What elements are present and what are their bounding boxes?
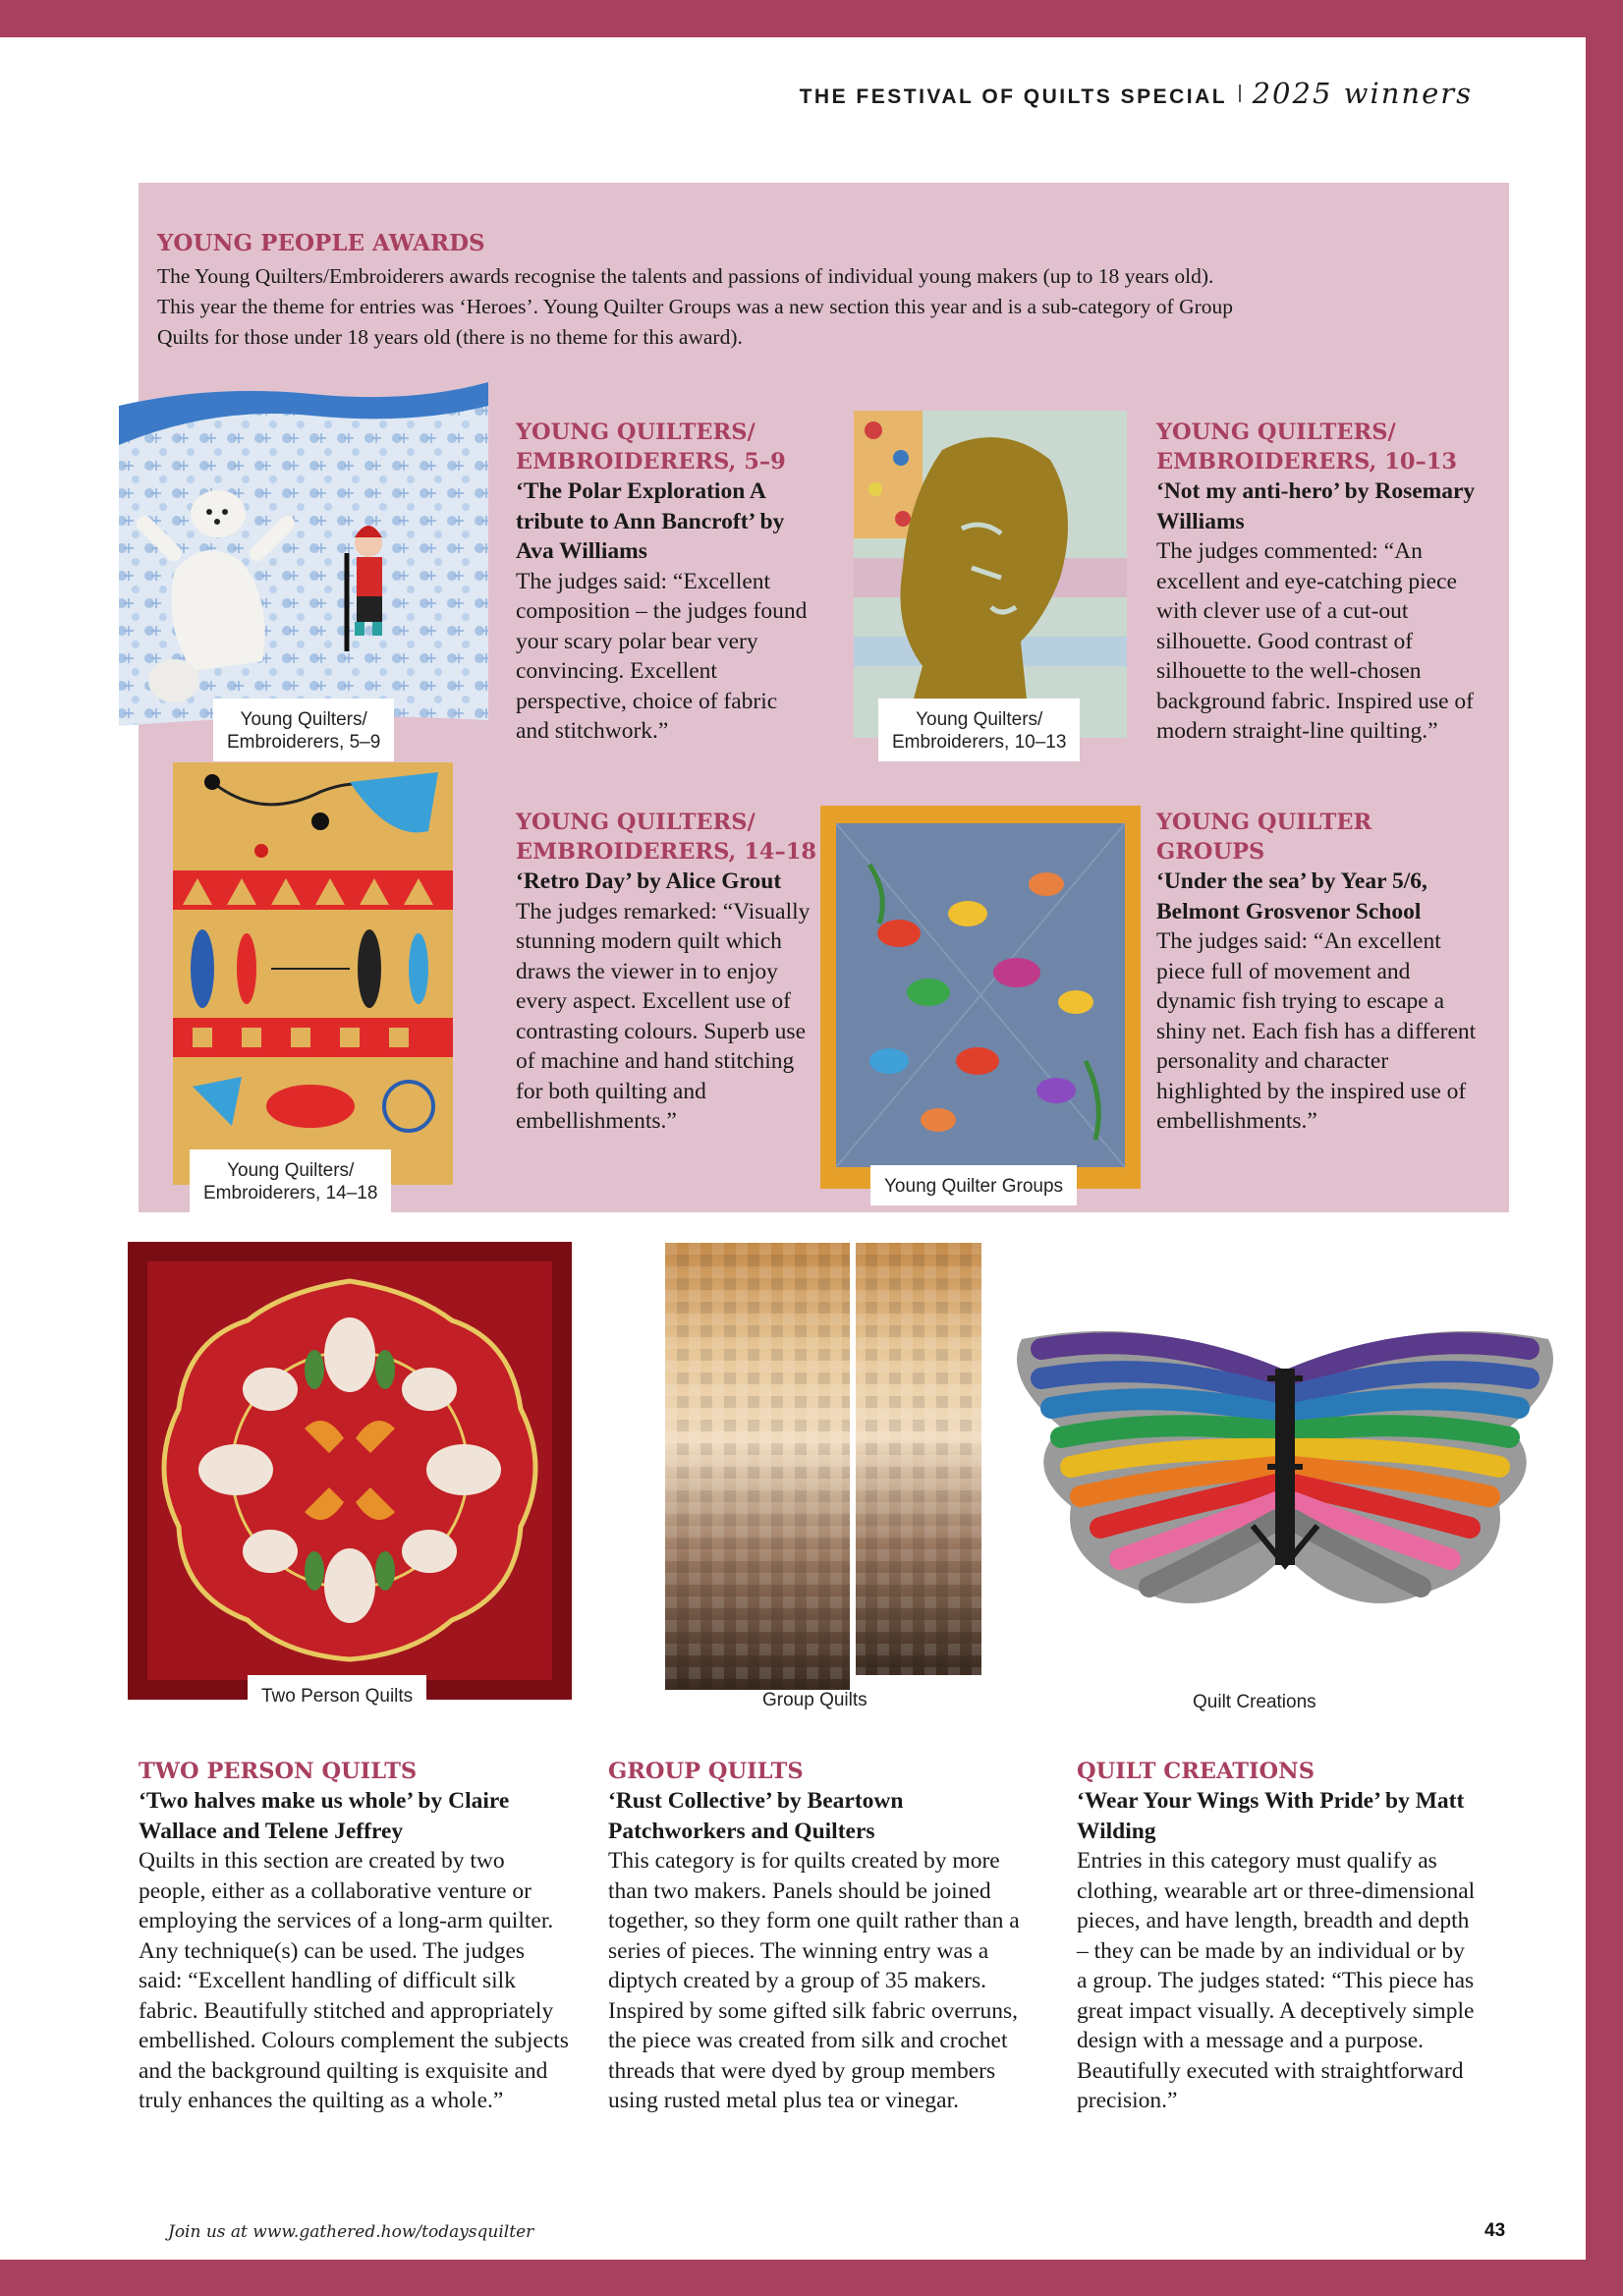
entry-quilt-creations	[1077, 1757, 1480, 2116]
caption-line: Young Quilters/	[916, 709, 1043, 730]
sea-quilt-photo	[820, 806, 1141, 1189]
entry-group	[608, 1757, 1040, 2116]
retro-quilt-photo	[173, 762, 453, 1185]
entry-title: ‘Not my anti-hero’ by Rosemary Williams	[1156, 478, 1476, 534]
entry-young-groups	[1156, 808, 1481, 1137]
caption-line: Embroiderers, 5–9	[227, 732, 381, 753]
entry-text: The judges commented: “An excellent and eye-catching piece with clever use of a cut-out silhouette. Good contrast of silhouette to the well-chosen background fabric. Inspired use of modern straight-line quilting.”	[1156, 538, 1475, 744]
silhouette-quilt-photo	[854, 411, 1127, 738]
entry-text: The judges said: “An excellent piece full of movement and dynamic fish trying to escape a shiny net. Each fish has a different personality and character highlighted by the inspired use of embellishments.”	[1156, 928, 1477, 1134]
caption-line: Embroiderers, 14–18	[203, 1183, 378, 1204]
header-kicker: THE FESTIVAL OF QUILTS SPECIAL	[799, 85, 1228, 108]
entry-title: ‘Wear Your Wings With Pride’ by Matt Wilding	[1077, 1788, 1465, 1844]
entry-text: Entries in this category must qualify as clothing, wearable art or three-dimensional pieces, and have length, breadth and depth – they can be made by an individual or by a group. The judges stated: “This piece has great impact visually. A deceptively simple design with a message and a purpose. Beautifully executed with straightforward precision.”	[1077, 1848, 1476, 2113]
caption-line: Two Person Quilts	[261, 1686, 414, 1707]
entry-text: This category is for quilts created by more than two makers. Panels should be joined together, so they form one quilt rather than a series of pieces. The winning entry was a diptych created by a group of 35 makers. Inspired by some gifted silk fabric overruns, the piece was created from silk and crochet threads that were dyed by group members using rusted metal plus tea or vinegar.	[608, 1848, 1020, 2113]
entry-category: QUILT CREATIONS	[1077, 1759, 1315, 1784]
caption-line: Young Quilter Groups	[884, 1176, 1064, 1197]
magazine-page	[0, 37, 1586, 2260]
caption-group	[762, 1689, 867, 1711]
entry-category: YOUNG QUILTER GROUPS	[1156, 810, 1372, 865]
caption-line: Embroiderers, 10–13	[892, 732, 1067, 753]
butterfly-quilt-photo	[1002, 1270, 1568, 1658]
page-header	[800, 77, 1473, 110]
entry-young-14-18	[516, 808, 820, 1137]
caption-two-person	[248, 1675, 426, 1715]
header-subtitle: 2025 winners	[1252, 77, 1473, 110]
entry-category: YOUNG QUILTERS/ EMBROIDERERS, 10–13	[1156, 420, 1458, 475]
footer-website: Join us at www.gathered.how/todaysquilter	[168, 2222, 534, 2242]
entry-category: TWO PERSON QUILTS	[139, 1759, 418, 1784]
header-divider	[1239, 84, 1241, 102]
caption-line: Young Quilters/	[240, 709, 367, 730]
intro-title: YOUNG PEOPLE AWARDS	[157, 230, 485, 256]
entry-category: YOUNG QUILTERS/ EMBROIDERERS, 5–9	[516, 420, 786, 475]
caption-line: Group Quilts	[762, 1690, 867, 1710]
entry-title: ‘Two halves make us whole’ by Claire Wallace and Telene Jeffrey	[139, 1788, 510, 1844]
entry-category: GROUP QUILTS	[608, 1759, 804, 1784]
entry-two-person	[139, 1757, 571, 2116]
entry-young-10-13	[1156, 418, 1481, 747]
two-person-quilt-photo	[128, 1242, 572, 1700]
caption-line: Quilt Creations	[1193, 1692, 1316, 1712]
entry-title: ‘Under the sea’ by Year 5/6, Belmont Grosvenor School	[1156, 868, 1427, 924]
entry-text: The judges said: “Excellent composition – the judges found your scary polar bear very convincing. Excellent perspective, choice of fabric and stitchwork.”	[516, 568, 808, 744]
polar-quilt-photo	[115, 376, 491, 726]
caption-young-14-18	[190, 1149, 391, 1212]
entry-title: ‘Rust Collective’ by Beartown Patchworkers and Quilters	[608, 1788, 904, 1844]
entry-title: ‘The Polar Exploration A tribute to Ann Bancroft’ by Ava Williams	[516, 478, 785, 564]
entry-text: The judges remarked: “Visually stunning modern quilt which draws the viewer in to enjoy every aspect. Excellent use of contrasting colours. Superb use of machine and hand stitching for both quilting and embellishments.”	[516, 898, 811, 1134]
group-quilt-photo	[665, 1243, 981, 1690]
caption-line: Young Quilters/	[227, 1160, 355, 1181]
entry-category: YOUNG QUILTERS/ EMBROIDERERS, 14–18	[516, 810, 817, 865]
intro-text: The Young Quilters/Embroiderers awards recognise the talents and passions of individual young makers (up to 18 years old). This year the theme for entries was ‘Heroes’. Young Quilter Groups was a new section this year and is a sub-category of Group Quilts for those under 18 years old (there is no theme for this award).	[157, 264, 1234, 349]
entry-text: Quilts in this section are created by two people, either as a collaborative venture or employing the services of a long-arm quilter. Any technique(s) can be used. The judges said: “Excellent handling of difficult silk fabric. Beautifully stitched and appropriately embellished. Colours complement the subjects and the background quilting is exquisite and truly enhances the quilting as a whole.”	[139, 1848, 569, 2113]
entry-young-5-9	[516, 418, 811, 747]
caption-young-groups	[870, 1165, 1077, 1205]
page-number: 43	[1484, 2220, 1506, 2241]
caption-young-5-9	[213, 699, 394, 761]
caption-young-10-13	[878, 699, 1080, 761]
caption-quilt-creations	[1193, 1691, 1316, 1713]
entry-title: ‘Retro Day’ by Alice Grout	[516, 868, 782, 894]
